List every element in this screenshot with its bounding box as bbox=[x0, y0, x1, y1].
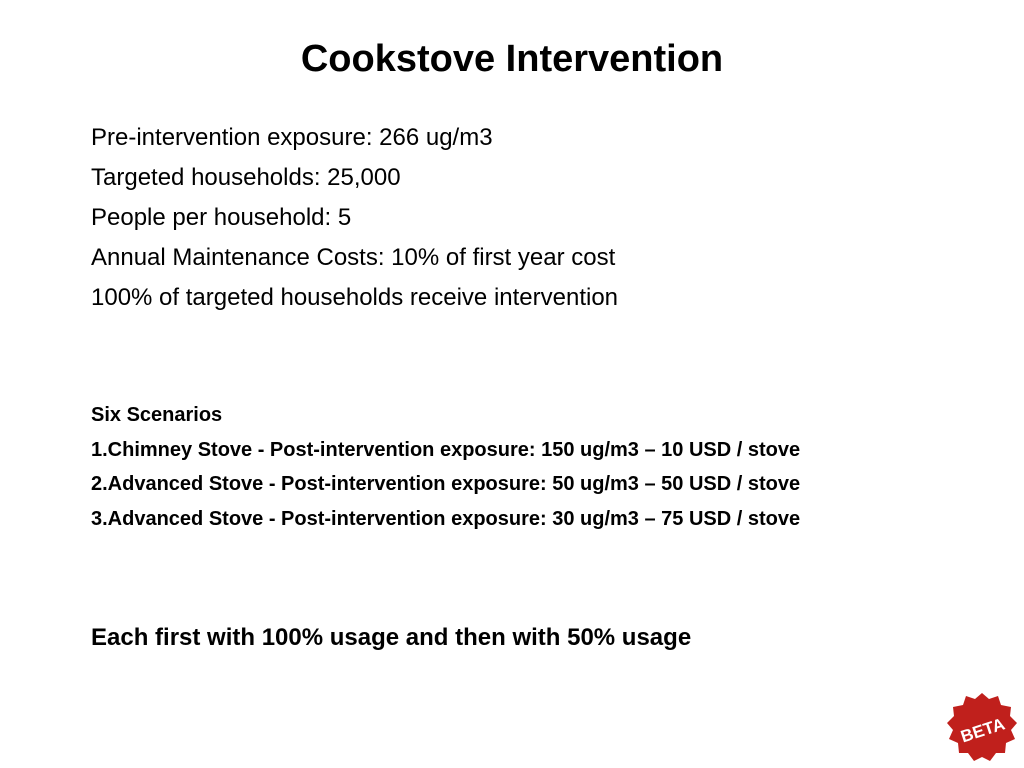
facts-list bbox=[91, 118, 618, 318]
fact-targeted-households: Targeted households: 25,000 bbox=[91, 164, 401, 191]
slide-title: Cookstove Intervention bbox=[300, 38, 724, 80]
scenario-item: 2.Advanced Stove - Post-intervention exposure: 50 ug/m3 – 50 USD / stove bbox=[91, 473, 801, 495]
usage-note: Each first with 100% usage and then with 50% usage bbox=[91, 624, 692, 651]
scenarios-block bbox=[91, 398, 800, 536]
beta-badge[interactable] bbox=[945, 691, 1019, 765]
fact-pre-intervention-exposure: Pre-intervention exposure: 266 ug/m3 bbox=[91, 124, 493, 151]
scenarios-heading: Six Scenarios bbox=[91, 404, 223, 426]
scenario-item: 1.Chimney Stove - Post-intervention exposure: 150 ug/m3 – 10 USD / stove bbox=[91, 438, 801, 461]
fact-maintenance-costs: Annual Maintenance Costs: 10% of first year cost bbox=[91, 244, 616, 271]
fact-coverage: 100% of targeted households receive intervention bbox=[91, 284, 619, 311]
beta-badge-label: BETA bbox=[958, 714, 1008, 747]
fact-people-per-household: People per household: 5 bbox=[91, 204, 352, 231]
scenario-item: 3.Advanced Stove - Post-intervention exposure: 30 ug/m3 – 75 USD / stove bbox=[91, 507, 801, 530]
